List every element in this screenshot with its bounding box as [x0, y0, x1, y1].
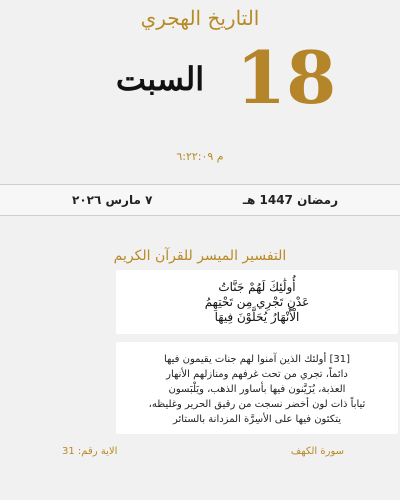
day-number: 18 — [236, 35, 337, 120]
page-title: التاريخ الهجري — [140, 6, 260, 30]
verse-line: أُولَٰئِكَ لَهُمْ جَنَّاتُ — [218, 280, 296, 294]
gregorian-date: ٧ مارس ٢٠٢٦ — [72, 193, 153, 207]
ayah-number: الاية رقم: 31 — [62, 446, 118, 457]
tafsir-section-title: التفسير الميسر للقرآن الكريم — [113, 248, 287, 264]
tafsir-footer — [0, 446, 400, 457]
tafsir-line: ثياباً ذات لون أخضر نسجت من رقيق الحرير وغليظه، — [148, 399, 366, 410]
verse-line: عَدْنٍ تَجْرِي مِن تَحْتِهِمُ — [204, 295, 310, 309]
surah-name: سورة الكهف — [290, 446, 344, 457]
weekday-name: السبت — [115, 60, 205, 98]
tafsir-line: [31] أولئك الذين آمنوا لهم جنات يقيمون فيها — [163, 354, 351, 365]
hijri-date: رمضان 1447 هـ — [242, 193, 338, 207]
verse-card — [116, 270, 398, 334]
tafsir-line: العذبة، يُزَيَّنون فيها بأساور الذهب، ويَلْبَسون — [168, 384, 346, 395]
tafsir-card — [116, 342, 398, 434]
tafsir-line: دائماً، تجري من تحت غرفهم ومنازلهم الأنهار — [166, 369, 348, 380]
current-time: م ٦:٢٢:٠٩ — [176, 150, 224, 163]
tafsir-line: يتكئون فيها على الأسِرَّة المزدانة بالستائر — [172, 414, 342, 425]
date-bar — [0, 184, 400, 216]
verse-line: الْأَنْهَارُ يُحَلَّوْنَ فِيهَا — [214, 310, 300, 324]
